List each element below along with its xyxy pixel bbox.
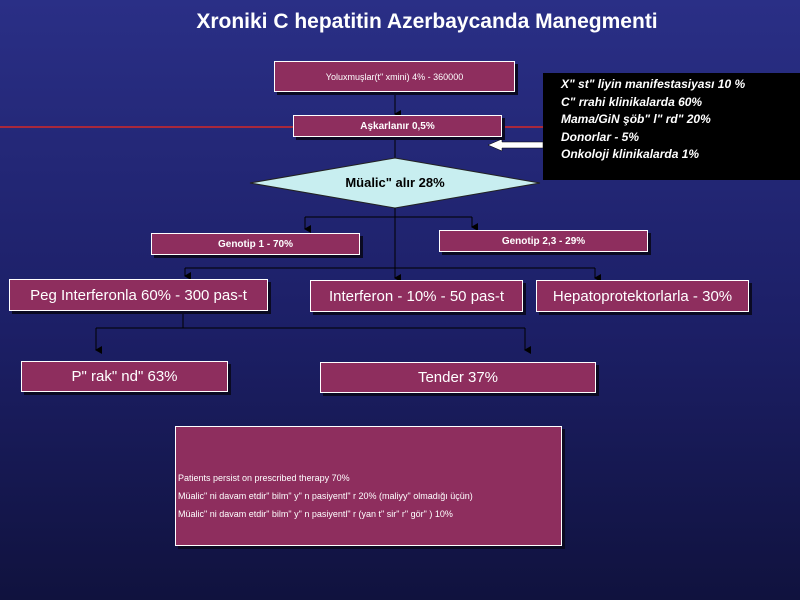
resistant-box: P" rak" nd" 63% <box>21 361 228 392</box>
sources-box <box>543 73 800 180</box>
source-item: Onkoloji klinikalarda 1% <box>561 147 700 161</box>
genotype23-box: Genotip 2,3 - 29% <box>439 230 648 252</box>
source-item: Mama/GiN şöb" l" rd" 20% <box>561 112 711 126</box>
treated-label: Müalic" alır 28% <box>345 174 445 190</box>
note-item: Müalic" ni davam etdir" bilm" y" n pasiyentl" r 20% (maliyy" olmadığı üçün) <box>178 491 473 501</box>
note-item: Müalic" ni davam etdir" bilm" y" n pasiyentl" r (yan t" sir" r" gör" ) 10% <box>178 509 453 519</box>
notes-box <box>175 426 562 546</box>
infection-box: Yoluxmuşlar(t" xmini) 4% - 360000 <box>274 61 515 92</box>
source-arrow <box>488 139 543 151</box>
interferon-box: Interferon - 10% - 50 pas-t <box>310 280 523 312</box>
hepatoprotector-box: Hepatoprotektorlarla - 30% <box>536 280 749 312</box>
detected-box: Aşkarlanır 0,5% <box>293 115 502 137</box>
source-item: C" rrahi klinikalarda 60% <box>561 94 703 109</box>
note-item: Patients persist on prescribed therapy 70% <box>178 473 350 483</box>
peg-interferon-box: Peg Interferonla 60% - 300 pas-t <box>9 279 268 311</box>
genotype1-box: Genotip 1 - 70% <box>151 233 360 255</box>
source-item: X" st" liyin manifestasiyası 10 % <box>561 77 746 91</box>
tender-box: Tender 37% <box>320 362 596 393</box>
page-title: Xroniki C hepatitin Azerbaycanda Manegmenti <box>196 10 658 33</box>
source-item: Donorlar - 5% <box>561 129 640 144</box>
